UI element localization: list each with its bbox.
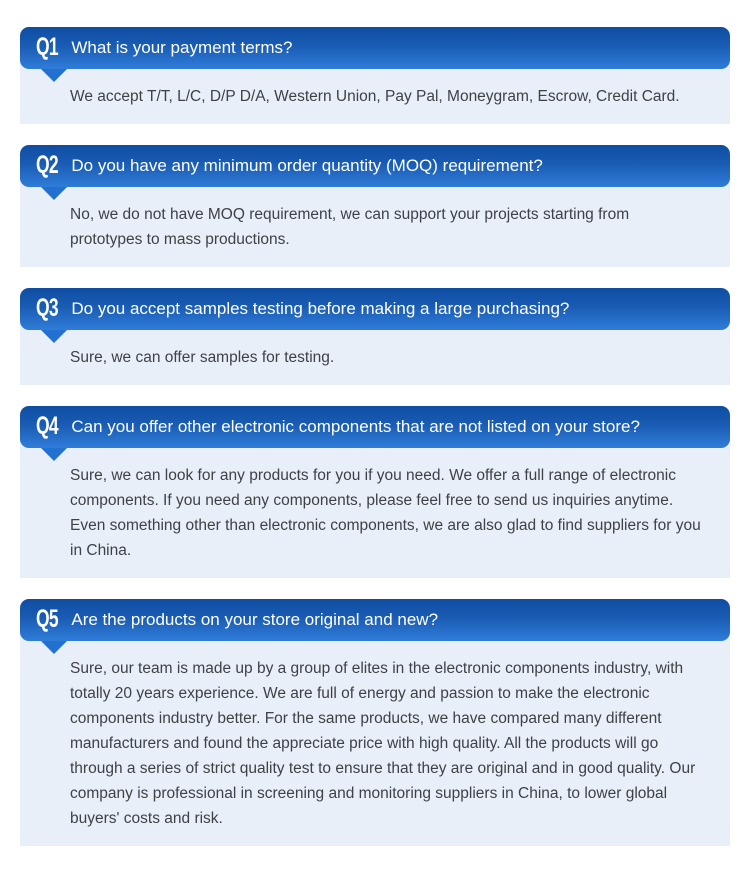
speech-bubble-tail: [41, 448, 67, 461]
question-number-badge: Q4: [36, 411, 58, 440]
question-number-badge: Q3: [36, 293, 58, 322]
answer-text: Sure, we can offer samples for testing.: [70, 349, 335, 366]
faq-question-bar: [20, 27, 730, 69]
answer-panel: [20, 178, 730, 267]
answer-text: Sure, we can look for any products for you if you need. We offer a full range of electronic components. If you need any components, please feel free to send us inquiries anytime. Even something other than electronic components, we are also glad to find suppliers for you in China.: [70, 467, 701, 559]
answer-panel: [20, 439, 730, 578]
answer-text: No, we do not have MOQ requirement, we can support your projects starting from prototypes to mass productions.: [70, 206, 630, 248]
answer-text: Sure, our team is made up by a group of elites in the electronic components industry, with totally 20 years experience. We are full of energy and passion to make the electronic components industry better. For the same products, we have compared many different manufacturers and found the appreciate price with high quality. All the products will go through a series of strict quality test to ensure that they are original and in good quality. Our company is professional in screening and monitoring suppliers in China, to lower global buyers' costs and risk.: [70, 660, 696, 827]
faq-item: [20, 599, 730, 846]
question-text: Do you have any minimum order quantity (MOQ) requirement?: [71, 156, 543, 175]
answer-text: We accept T/T, L/C, D/P D/A, Western Union, Pay Pal, Moneygram, Escrow, Credit Card.: [70, 88, 680, 105]
question-number-badge: Q5: [36, 604, 58, 633]
faq-item: [20, 145, 730, 267]
speech-bubble-tail: [41, 187, 67, 200]
faq-question-bar: [20, 145, 730, 187]
faq-question-bar: [20, 288, 730, 330]
question-number-badge: Q2: [36, 150, 58, 179]
answer-panel: [20, 632, 730, 846]
speech-bubble-tail: [41, 69, 67, 82]
question-text: What is your payment terms?: [71, 38, 293, 57]
faq-item: [20, 406, 730, 578]
faq-item: [20, 27, 730, 124]
faq-question-bar: [20, 406, 730, 448]
answer-panel: [20, 321, 730, 385]
speech-bubble-tail: [41, 641, 67, 654]
question-text: Do you accept samples testing before making a large purchasing?: [71, 299, 570, 318]
question-number-badge: Q1: [36, 32, 58, 61]
question-text: Are the products on your store original and new?: [71, 610, 439, 629]
faq-question-bar: [20, 599, 730, 641]
speech-bubble-tail: [41, 330, 67, 343]
question-text: Can you offer other electronic components that are not listed on your store?: [71, 417, 640, 436]
answer-panel: [20, 60, 730, 124]
faq-item: [20, 288, 730, 385]
